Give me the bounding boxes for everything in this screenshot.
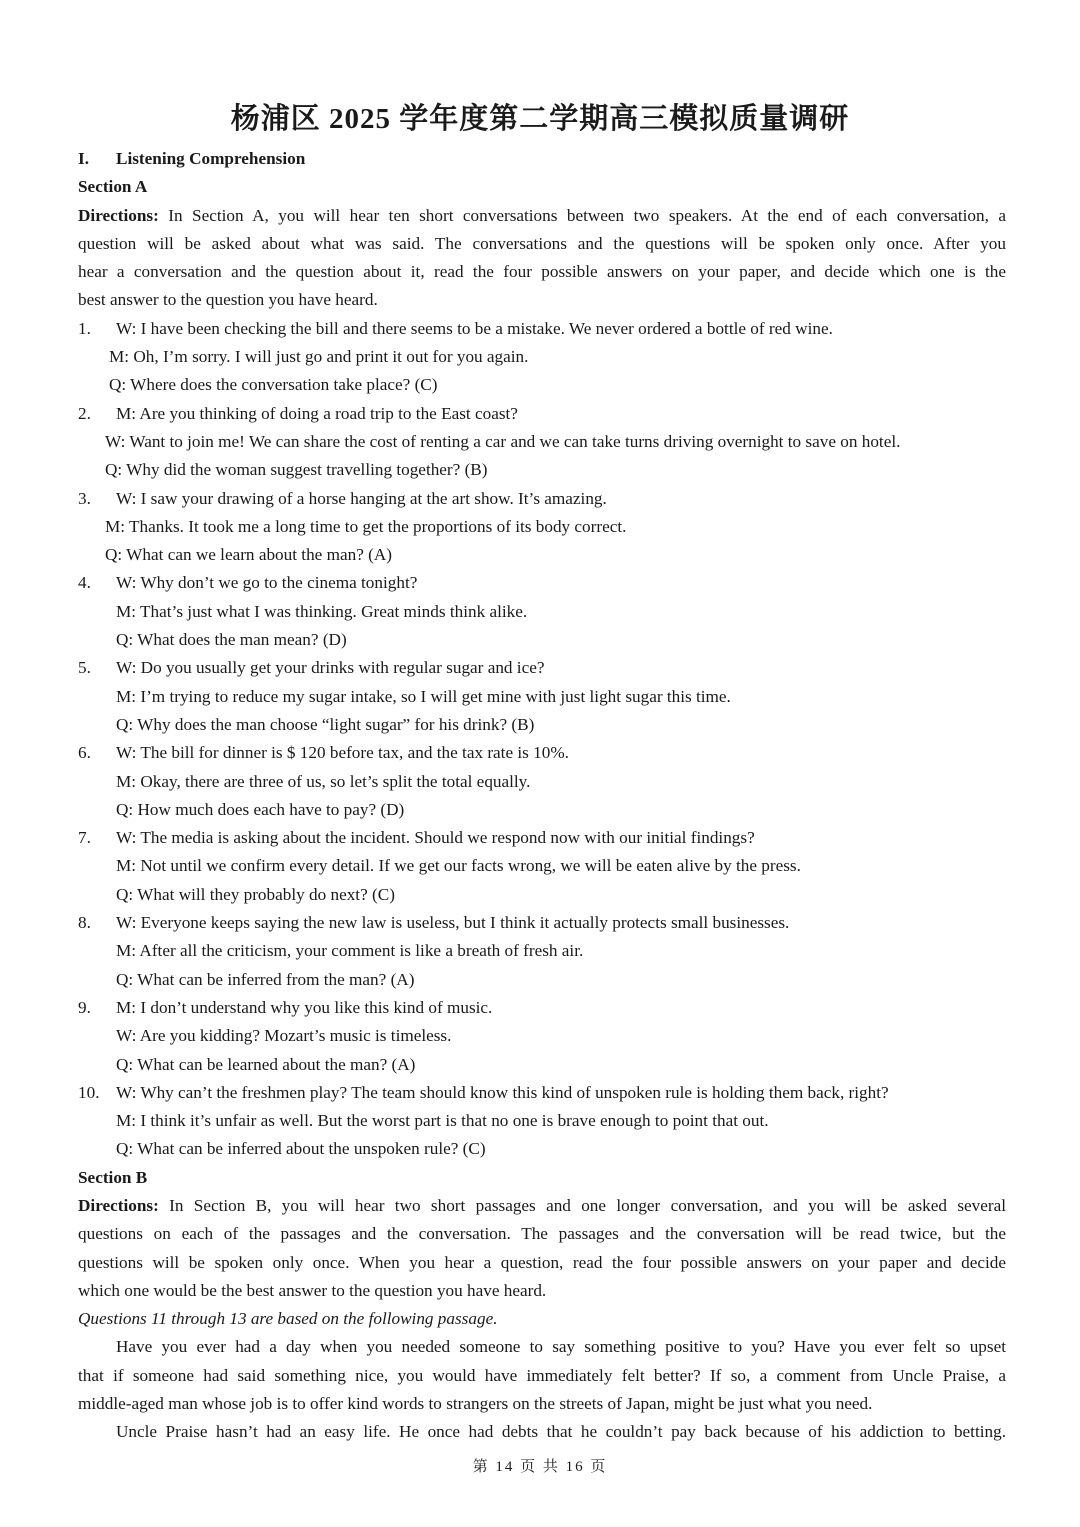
speaker-line: M: Thanks. It took me a long time to get the proportions of its body correct.: [105, 516, 627, 536]
question-line: Q: What can be learned about the man? (A): [116, 1054, 416, 1074]
speaker-line: W: The bill for dinner is $ 120 before tax, and the tax rate is 10%.: [116, 743, 569, 763]
conversation-list: [78, 315, 1006, 1164]
speaker-line: W: Why can’t the freshmen play? The team should know this kind of unspoken rule is holding them back, right?: [116, 1082, 889, 1102]
item-number: 6.: [78, 743, 91, 763]
directions-line: questions on each of the passages and the conversation. The passages and the conversation will be read twice, but the: [78, 1224, 1006, 1244]
question-line: Q: Why does the man choose “light sugar” for his drink? (B): [116, 714, 535, 734]
speaker-line: W: Why don’t we go to the cinema tonight?: [116, 573, 418, 593]
section-b-heading: Section B: [78, 1167, 148, 1187]
conversation-item: [78, 400, 1006, 485]
speaker-line: M: After all the criticism, your comment is like a breath of fresh air.: [116, 941, 584, 961]
page-content: [78, 145, 1006, 1447]
directions-line: question will be asked about what was said. The conversations and the questions will be spoken only once. After you: [78, 233, 1006, 253]
directions-line: best answer to the question you have heard.: [78, 290, 378, 310]
speaker-line: M: I don’t understand why you like this kind of music.: [116, 997, 493, 1017]
part-name: Listening Comprehension: [116, 149, 306, 168]
conversation-item: [78, 569, 1006, 654]
question-line: Q: Why did the woman suggest travelling together? (B): [105, 460, 488, 480]
question-line: Q: What can we learn about the man? (A): [105, 545, 392, 565]
speaker-line: W: Want to join me! We can share the cost of renting a car and we can take turns driving overnight to save on hotel.: [105, 431, 901, 451]
paragraph-line: middle-aged man whose job is to offer kind words to strangers on the streets of Japan, might be just what you need.: [78, 1394, 873, 1414]
speaker-line: W: Everyone keeps saying the new law is useless, but I think it actually protects small businesses.: [116, 913, 790, 933]
question-line: Q: What will they probably do next? (C): [116, 884, 395, 904]
page-title: 杨浦区 2025 学年度第二学期高三模拟质量调研: [230, 103, 850, 135]
question-line: Q: What does the man mean? (D): [116, 630, 347, 650]
speaker-line: M: Okay, there are three of us, so let’s split the total equally.: [116, 771, 531, 791]
passage-paragraph: [78, 1418, 1006, 1446]
directions-line: hear a conversation and the question about it, read the four possible answers on your paper, and decide which one is the: [78, 262, 1006, 282]
conversation-item: [78, 909, 1006, 994]
section-a-directions: [78, 202, 1006, 315]
item-number: 2.: [78, 403, 91, 423]
directions-label: Directions:: [78, 205, 159, 225]
speaker-line: W: I have been checking the bill and there seems to be a mistake. We never ordered a bottle of red wine.: [116, 318, 833, 338]
conversation-item: [78, 315, 1006, 400]
speaker-line: M: That’s just what I was thinking. Great minds think alike.: [116, 601, 528, 621]
conversation-item: [78, 654, 1006, 739]
part-heading: [78, 145, 1006, 173]
page-number: 第 14 页 共 16 页: [472, 1459, 608, 1475]
directions-line: questions will be spoken only once. When you hear a question, read the four possible answers on your paper and decide: [78, 1252, 1006, 1272]
part-numeral: I.: [78, 149, 89, 168]
item-number: 1.: [78, 318, 91, 338]
item-number: 3.: [78, 488, 91, 508]
directions-line: Directions: In Section A, you will hear ten short conversations between two speakers. At the end of each conversation, a: [78, 205, 1006, 225]
item-number: 5.: [78, 658, 91, 678]
item-number: 9.: [78, 997, 91, 1017]
speaker-line: M: I think it’s unfair as well. But the worst part is that no one is brave enough to point that out.: [116, 1111, 769, 1131]
item-number: 7.: [78, 828, 91, 848]
speaker-line: M: I’m trying to reduce my sugar intake, so I will get mine with just light sugar this time.: [116, 686, 731, 706]
directions-line: which one would be the best answer to the question you have heard.: [78, 1280, 547, 1300]
speaker-line: W: The media is asking about the incident. Should we respond now with our initial findings?: [116, 828, 755, 848]
question-line: Q: Where does the conversation take place? (C): [109, 375, 438, 395]
item-number: 4.: [78, 573, 91, 593]
item-number: 10.: [78, 1082, 100, 1102]
item-number: 8.: [78, 913, 91, 933]
passage-intro: Questions 11 through 13 are based on the following passage.: [78, 1309, 498, 1329]
question-line: Q: What can be inferred from the man? (A): [116, 969, 415, 989]
conversation-item: [78, 824, 1006, 909]
question-line: Q: What can be inferred about the unspoken rule? (C): [116, 1139, 486, 1159]
speaker-line: W: Do you usually get your drinks with regular sugar and ice?: [116, 658, 545, 678]
speaker-line: W: Are you kidding? Mozart’s music is timeless.: [116, 1026, 452, 1046]
speaker-line: M: Not until we confirm every detail. If we get our facts wrong, we will be eaten alive by the press.: [116, 856, 801, 876]
conversation-item: [78, 485, 1006, 570]
section-a-heading: Section A: [78, 177, 148, 197]
conversation-item: [78, 1079, 1006, 1164]
speaker-line: W: I saw your drawing of a horse hanging at the art show. It’s amazing.: [116, 488, 607, 508]
section-b-directions: [78, 1192, 1006, 1305]
speaker-line: M: Oh, I’m sorry. I will just go and print it out for you again.: [109, 347, 529, 367]
paragraph-line: Uncle Praise hasn’t had an easy life. He once had debts that he couldn’t pay back because of his addiction to betting.: [116, 1422, 1006, 1442]
question-line: Q: How much does each have to pay? (D): [116, 799, 405, 819]
paragraph-line: Have you ever had a day when you needed someone to say something positive to you? Have you ever felt so upset: [116, 1337, 1006, 1357]
passage-paragraph: [78, 1333, 1006, 1418]
directions-label: Directions:: [78, 1195, 159, 1215]
speaker-line: M: Are you thinking of doing a road trip to the East coast?: [116, 403, 518, 423]
directions-line: Directions: In Section B, you will hear two short passages and one longer conversation, and you will be asked several: [78, 1195, 1006, 1215]
conversation-item: [78, 739, 1006, 824]
paragraph-line: that if someone had said something nice, you would have immediately felt better? If so, a comment from Uncle Praise, a: [78, 1365, 1006, 1385]
conversation-item: [78, 994, 1006, 1079]
